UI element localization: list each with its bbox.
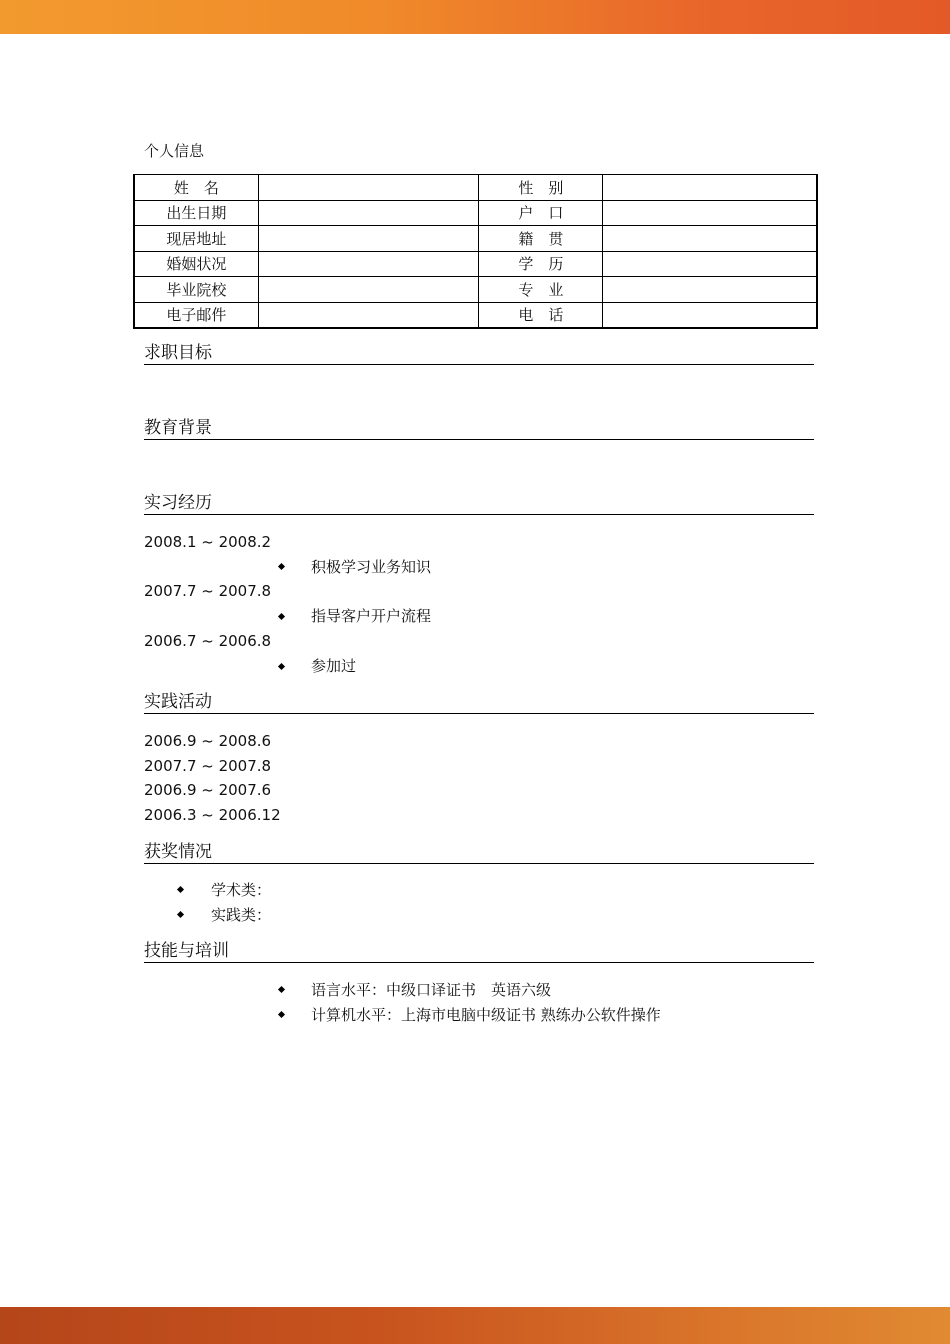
value-hukou — [603, 200, 817, 226]
bullet-diamond-icon — [278, 986, 285, 993]
label-name: 姓 名 — [134, 175, 258, 201]
internship-period: 2008.1 ~ 2008.2 — [144, 533, 272, 551]
label-degree: 学 历 — [479, 251, 603, 277]
section-skills: 技能与培训 — [144, 941, 814, 963]
label-phone: 电 话 — [479, 302, 603, 328]
value-native-place — [603, 226, 817, 252]
table-row — [134, 277, 817, 303]
value-school — [258, 277, 479, 303]
value-major — [603, 277, 817, 303]
skill-item: 语言水平：中级口译证书 英语六级 — [311, 981, 552, 999]
section-objective: 求职目标 — [144, 343, 814, 365]
value-phone — [603, 302, 817, 328]
label-address: 现居地址 — [134, 226, 258, 252]
value-marital-status — [258, 251, 479, 277]
table-row — [134, 175, 817, 201]
table-row — [134, 226, 817, 252]
value-email — [258, 302, 479, 328]
internship-item: 积极学习业务知识 — [311, 558, 432, 576]
label-major: 专 业 — [479, 277, 603, 303]
value-address — [258, 226, 479, 252]
section-awards: 获奖情况 — [144, 842, 814, 864]
value-birthdate — [258, 200, 479, 226]
label-school: 毕业院校 — [134, 277, 258, 303]
label-marital-status: 婚姻状况 — [134, 251, 258, 277]
value-degree — [603, 251, 817, 277]
bullet-diamond-icon — [278, 1011, 285, 1018]
practice-period: 2006.9 ~ 2008.6 — [144, 732, 272, 750]
bullet-diamond-icon — [278, 613, 285, 620]
label-birthdate: 出生日期 — [134, 200, 258, 226]
bullet-diamond-icon — [177, 886, 184, 893]
practice-period: 2006.9 ~ 2007.6 — [144, 781, 272, 799]
table-row — [134, 200, 817, 226]
internship-period: 2006.7 ~ 2006.8 — [144, 632, 272, 650]
personal-info-table — [133, 174, 818, 329]
label-gender: 性 别 — [479, 175, 603, 201]
table-row — [134, 302, 817, 328]
internship-period: 2007.7 ~ 2007.8 — [144, 582, 272, 600]
personal-info-title: 个人信息 — [144, 142, 205, 160]
label-native-place: 籍 贯 — [479, 226, 603, 252]
skill-item: 计算机水平：上海市电脑中级证书 熟练办公软件操作 — [311, 1006, 661, 1024]
section-education: 教育背景 — [144, 418, 814, 440]
section-internship: 实习经历 — [144, 493, 814, 515]
practice-period: 2006.3 ~ 2006.12 — [144, 806, 281, 824]
value-name — [258, 175, 479, 201]
practice-period: 2007.7 ~ 2007.8 — [144, 757, 272, 775]
internship-item: 指导客户开户流程 — [311, 607, 432, 625]
label-email: 电子邮件 — [134, 302, 258, 328]
bottom-decorative-bar — [0, 1307, 950, 1344]
bullet-diamond-icon — [278, 663, 285, 670]
award-item: 实践类： — [211, 906, 272, 924]
award-item: 学术类： — [211, 881, 272, 899]
section-practice: 实践活动 — [144, 692, 814, 714]
value-gender — [603, 175, 817, 201]
bullet-diamond-icon — [177, 911, 184, 918]
bullet-diamond-icon — [278, 563, 285, 570]
internship-item: 参加过 — [311, 657, 357, 675]
top-decorative-bar — [0, 0, 950, 34]
label-hukou: 户 口 — [479, 200, 603, 226]
table-row — [134, 251, 817, 277]
